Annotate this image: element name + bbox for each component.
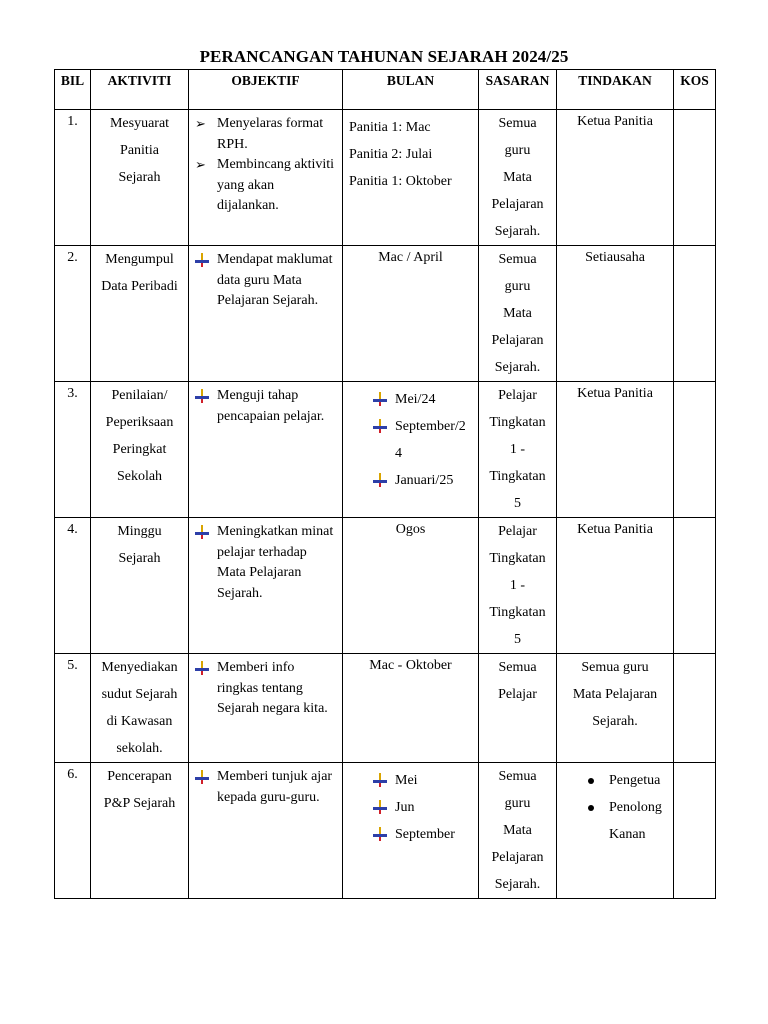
- objektif-item: [217, 658, 338, 720]
- table-row: [55, 382, 716, 518]
- header-objektif: OBJEKTIF: [189, 70, 343, 110]
- colored-cross-bullet-icon: [373, 392, 387, 406]
- aktiviti-cell: [91, 763, 189, 899]
- bullet-dot-icon: [588, 778, 594, 784]
- sasaran-line: Mata: [503, 306, 532, 321]
- aktiviti-line: Sejarah: [118, 551, 161, 566]
- bulan-item: [395, 413, 474, 440]
- aktiviti-line: Sejarah: [118, 170, 161, 185]
- tindakan-cell: [557, 382, 674, 518]
- aktiviti-line: Pencerapan: [107, 769, 172, 784]
- tindakan-line: Ketua Panitia: [577, 522, 653, 537]
- aktiviti-line: Peperiksaan: [105, 415, 174, 430]
- objektif-text: Memberi info ringkas tentang Sejarah negara kita.: [217, 660, 328, 716]
- annual-plan-table: [54, 69, 716, 899]
- bulan-item: [395, 821, 474, 848]
- kos-cell: [674, 382, 716, 518]
- tindakan-line: Ketua Panitia: [577, 114, 653, 129]
- objektif-text: Meningkatkan minat pelajar terhadap Mata Pelajaran Sejarah.: [217, 524, 334, 601]
- bulan-line: Ogos: [395, 522, 426, 537]
- table-row: [55, 246, 716, 382]
- sasaran-cell: [479, 654, 557, 763]
- header-kos: KOS: [674, 70, 716, 110]
- colored-cross-bullet-icon: [373, 800, 387, 814]
- bulan-text: Jun: [395, 800, 415, 815]
- colored-cross-bullet-icon: [195, 770, 209, 784]
- objektif-cell: [189, 518, 343, 654]
- sasaran-cell: [479, 382, 557, 518]
- sasaran-line: Pelajar: [498, 388, 537, 403]
- sasaran-line: 1 -: [509, 442, 526, 457]
- aktiviti-line: Sekolah: [116, 469, 163, 484]
- bulan-line: Mac / April: [378, 250, 443, 265]
- objektif-text: Menyelaras format RPH.: [217, 116, 324, 152]
- objektif-text: Menguji tahap pencapaian pelajar.: [217, 388, 325, 424]
- bulan-line: Panitia 1: Oktober: [349, 174, 452, 189]
- tindakan-cell: [557, 763, 674, 899]
- tindakan-line: Sejarah.: [592, 714, 638, 729]
- bil-cell: 3.: [55, 382, 91, 518]
- aktiviti-cell: [91, 518, 189, 654]
- tindakan-item-continuation: [557, 821, 669, 848]
- bulan-cell: [343, 654, 479, 763]
- sasaran-line: Tingkatan: [489, 605, 546, 620]
- aktiviti-line: sudut Sejarah: [101, 687, 178, 702]
- sasaran-line: Tingkatan: [489, 551, 546, 566]
- bulan-cell: [343, 246, 479, 382]
- header-bulan: BULAN: [343, 70, 479, 110]
- objektif-item: [217, 767, 338, 808]
- tindakan-cell: [557, 110, 674, 246]
- colored-cross-bullet-icon: [195, 389, 209, 403]
- bulan-text: September: [395, 827, 455, 842]
- bulan-text: Mei: [395, 773, 418, 788]
- sasaran-line: Pelajaran: [491, 850, 544, 865]
- bil-cell: 2.: [55, 246, 91, 382]
- sasaran-line: 5: [514, 496, 521, 511]
- aktiviti-line: Panitia: [120, 143, 159, 158]
- sasaran-line: Sejarah.: [494, 877, 541, 892]
- table-row: [55, 110, 716, 246]
- sasaran-line: 1 -: [509, 578, 526, 593]
- bulan-item: [395, 386, 474, 413]
- objektif-text: Memberi tunjuk ajar kepada guru-guru.: [217, 769, 333, 805]
- tindakan-line: Mata Pelajaran: [572, 687, 658, 702]
- sasaran-line: 5: [514, 632, 521, 647]
- sasaran-line: Semua: [498, 252, 537, 267]
- sasaran-line: Semua: [498, 769, 537, 784]
- sasaran-line: Pelajar: [498, 524, 537, 539]
- aktiviti-line: Mesyuarat: [109, 116, 170, 131]
- tindakan-line: Setiausaha: [585, 250, 645, 265]
- table-row: [55, 518, 716, 654]
- sasaran-line: Tingkatan: [489, 469, 546, 484]
- bulan-cell: [343, 518, 479, 654]
- sasaran-line: Pelajaran: [491, 333, 544, 348]
- table-row: [55, 654, 716, 763]
- tindakan-text: Kanan: [609, 827, 646, 842]
- tindakan-cell: [557, 246, 674, 382]
- objektif-cell: [189, 763, 343, 899]
- aktiviti-cell: [91, 654, 189, 763]
- kos-cell: [674, 110, 716, 246]
- aktiviti-line: Peringkat: [112, 442, 167, 457]
- bulan-line: Panitia 2: Julai: [349, 147, 433, 162]
- aktiviti-line: Minggu: [117, 524, 162, 539]
- aktiviti-line: sekolah.: [116, 741, 163, 756]
- aktiviti-cell: [91, 110, 189, 246]
- bulan-item: [395, 467, 474, 494]
- aktiviti-cell: [91, 246, 189, 382]
- bulan-cell: [343, 763, 479, 899]
- colored-cross-bullet-icon: [195, 253, 209, 267]
- arrow-bullet-icon: ➢: [195, 116, 206, 131]
- objektif-cell: [189, 382, 343, 518]
- tindakan-line: Semua guru: [581, 660, 649, 675]
- header-row: [55, 70, 716, 110]
- sasaran-line: Pelajar: [498, 687, 537, 702]
- sasaran-line: Pelajaran: [491, 197, 544, 212]
- tindakan-text: Pengetua: [609, 773, 661, 788]
- bulan-text: September/2: [395, 419, 466, 434]
- bulan-cell: [343, 110, 479, 246]
- sasaran-line: Sejarah.: [494, 360, 541, 375]
- objektif-item: [217, 386, 338, 427]
- bulan-item: [395, 794, 474, 821]
- aktiviti-line: di Kawasan: [106, 714, 173, 729]
- sasaran-cell: [479, 763, 557, 899]
- objektif-item: [217, 522, 338, 604]
- document-title: PERANCANGAN TAHUNAN SEJARAH 2024/25: [199, 47, 569, 66]
- aktiviti-line: Penilaian/: [111, 388, 168, 403]
- sasaran-line: Tingkatan: [489, 415, 546, 430]
- bulan-text: 4: [395, 446, 402, 461]
- aktiviti-line: Mengumpul: [105, 252, 174, 267]
- objektif-item: [195, 114, 338, 155]
- objektif-item: [195, 155, 338, 217]
- objektif-cell: [189, 246, 343, 382]
- bulan-cell: [343, 382, 479, 518]
- tindakan-item: [557, 794, 669, 821]
- bulan-line: Mac - Oktober: [369, 658, 452, 673]
- bullet-dot-icon: [588, 805, 594, 811]
- objektif-cell: [189, 110, 343, 246]
- sasaran-cell: [479, 246, 557, 382]
- tindakan-cell: [557, 518, 674, 654]
- bulan-text: Januari/25: [395, 473, 454, 488]
- objektif-text: Membincang aktiviti yang akan dijalankan.: [217, 157, 335, 213]
- colored-cross-bullet-icon: [195, 525, 209, 539]
- bulan-line: Panitia 1: Mac: [349, 120, 431, 135]
- colored-cross-bullet-icon: [195, 661, 209, 675]
- kos-cell: [674, 763, 716, 899]
- aktiviti-line: P&P Sejarah: [103, 796, 176, 811]
- sasaran-cell: [479, 518, 557, 654]
- header-tindakan: TINDAKAN: [557, 70, 674, 110]
- colored-cross-bullet-icon: [373, 827, 387, 841]
- kos-cell: [674, 518, 716, 654]
- tindakan-text: Penolong: [609, 800, 662, 815]
- bil-cell: 1.: [55, 110, 91, 246]
- aktiviti-cell: [91, 382, 189, 518]
- objektif-cell: [189, 654, 343, 763]
- bulan-text: Mei/24: [395, 392, 436, 407]
- sasaran-line: Semua: [498, 660, 537, 675]
- sasaran-line: guru: [504, 279, 531, 294]
- header-sasaran: SASARAN: [479, 70, 557, 110]
- aktiviti-line: Data Peribadi: [101, 279, 178, 294]
- sasaran-line: guru: [504, 143, 531, 158]
- bil-cell: 5.: [55, 654, 91, 763]
- colored-cross-bullet-icon: [373, 419, 387, 433]
- kos-cell: [674, 246, 716, 382]
- tindakan-line: Ketua Panitia: [577, 386, 653, 401]
- header-aktiviti: AKTIVITI: [91, 70, 189, 110]
- bil-cell: 4.: [55, 518, 91, 654]
- sasaran-line: Sejarah.: [494, 224, 541, 239]
- bulan-item: [395, 767, 474, 794]
- sasaran-line: Mata: [503, 170, 532, 185]
- header-bil: BIL: [55, 70, 91, 110]
- colored-cross-bullet-icon: [373, 773, 387, 787]
- sasaran-line: Semua: [498, 116, 537, 131]
- sasaran-line: guru: [504, 796, 531, 811]
- kos-cell: [674, 654, 716, 763]
- sasaran-line: Mata: [503, 823, 532, 838]
- tindakan-cell: [557, 654, 674, 763]
- table-row: [55, 763, 716, 899]
- objektif-text: Mendapat maklumat data guru Mata Pelajaran Sejarah.: [217, 252, 333, 308]
- sasaran-cell: [479, 110, 557, 246]
- bulan-item-continuation: [395, 440, 474, 467]
- colored-cross-bullet-icon: [373, 473, 387, 487]
- aktiviti-line: Menyediakan: [101, 660, 178, 675]
- objektif-item: [217, 250, 338, 312]
- tindakan-item: [557, 767, 669, 794]
- arrow-bullet-icon: ➢: [195, 157, 206, 172]
- bil-cell: 6.: [55, 763, 91, 899]
